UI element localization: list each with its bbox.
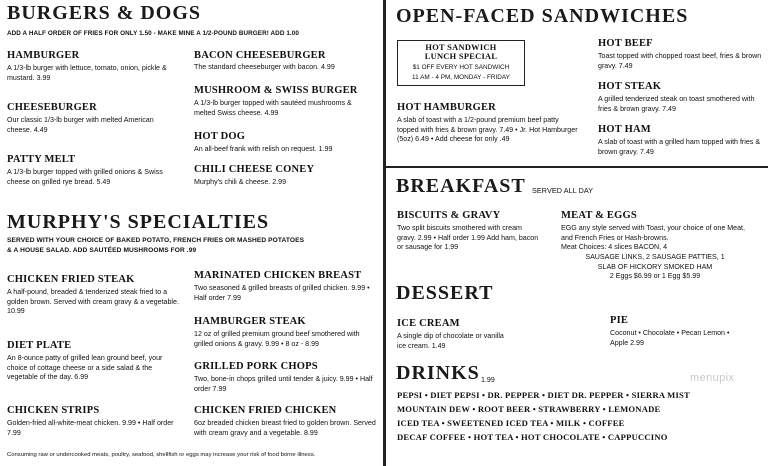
item-name: MARINATED CHICKEN BREAST	[194, 270, 362, 281]
menu-item-meat-eggs	[561, 210, 749, 282]
special-title-1: HOT SANDWICH	[425, 43, 497, 52]
item-name: PIE	[610, 315, 629, 326]
menu-item-biscuits-gravy	[397, 210, 542, 253]
menu-item-cheeseburger	[7, 102, 177, 135]
menu-item-diet-plate	[7, 340, 181, 383]
item-name: GRILLED PORK CHOPS	[194, 361, 318, 372]
item-desc: A 1/3-lb burger topped with grilled onions & Swiss cheese on grilled rye bread. 5.49	[7, 168, 163, 186]
menu-item-chicken-fried-chicken	[194, 405, 376, 438]
meat-choice-line: SLAB OF HICKORY SMOKED HAM	[597, 262, 713, 271]
item-desc: A single dip of chocolate or vanilla ice cream. 1.49	[397, 332, 504, 350]
section-divider	[386, 166, 768, 168]
menu-item-chicken-fried-steak	[7, 274, 179, 317]
drinks-row: ICED TEA • SWEETENED ICED TEA • MILK • COFFEE	[397, 418, 625, 428]
item-name: HOT BEEF	[598, 38, 653, 49]
drinks-row: DECAF COFFEE • HOT TEA • HOT CHOCOLATE • CAPPUCCINO	[397, 432, 668, 442]
menu-item-mushroom-swiss-burger	[194, 85, 374, 118]
item-name: MEAT & EGGS	[561, 210, 637, 221]
item-name: CHICKEN STRIPS	[7, 405, 100, 416]
sandwiches-title: OPEN-FACED SANDWICHES	[396, 5, 689, 27]
item-desc: A half-pound, breaded & tenderized steak fried to a golden brown. Served with cream gravy & a vegetable. 10.99	[7, 288, 179, 316]
menu-item-hamburger	[7, 50, 182, 83]
menu-item-hot-dog	[194, 131, 374, 155]
item-name: DIET PLATE	[7, 340, 72, 351]
lunch-special-box	[397, 40, 525, 86]
meat-choice-line: SAUSAGE LINKS, 2 SAUSAGE PATTIES, 1	[585, 252, 725, 261]
specialties-title: MURPHY'S SPECIALTIES	[7, 211, 270, 233]
drinks-row: PEPSI • DIET PEPSI • DR. PEPPER • DIET DR. PEPPER • SIERRA MIST	[397, 390, 690, 400]
item-name: PATTY MELT	[7, 154, 76, 165]
menu-item-hot-ham	[598, 124, 766, 157]
item-desc: Two split biscuits smothered with cream gravy. 2.99 • Half order 1.99 Add ham, bacon or sausage for 1.99	[397, 224, 539, 252]
meat-choice-line: Meat Choices: 4 slices BACON, 4	[561, 243, 668, 252]
item-name: CHICKEN FRIED STEAK	[7, 274, 135, 285]
item-desc: 6oz breaded chicken breast fried to golden brown. Served with cream gravy and a vegetable. 8.99	[194, 419, 376, 437]
item-name: CHICKEN FRIED CHICKEN	[194, 405, 337, 416]
item-name: HOT HAMBURGER	[397, 102, 496, 113]
special-line-2: 11 AM - 4 PM, MONDAY - FRIDAY	[412, 74, 510, 82]
item-desc: A slab of toast with a 1/2-pound premium beef patty topped with fries & brown gravy. 7.49 • Jr. Hot Hamburger (5oz) 6.49 • Add cheese for only .49	[397, 116, 578, 144]
dessert-title: DESSERT	[396, 282, 494, 304]
burgers-note: ADD A HALF ORDER OF FRIES FOR ONLY 1.50 - MAKE MINE A 1/2-POUND BURGER! ADD 1.00	[7, 30, 299, 37]
item-desc: The standard cheeseburger with bacon. 4.99	[194, 63, 335, 71]
drinks-row: MOUNTAIN DEW • ROOT BEER • STRAWBERRY • LEMONADE	[397, 404, 661, 414]
item-name: BACON CHEESEBURGER	[194, 50, 326, 61]
menu-item-hot-steak	[598, 81, 766, 114]
item-desc: A grilled tenderized steak on toast smothered with fries & brown gravy. 7.49	[598, 95, 755, 113]
menu-item-hot-hamburger	[397, 102, 579, 145]
item-name: HAMBURGER STEAK	[194, 316, 306, 327]
footer-disclaimer: Consuming raw or undercooked meats, poultry, seafood, shellfish or eggs may increase your risk of food borne illness.	[7, 452, 316, 458]
item-desc: A 1/3-lb burger with lettuce, tomato, onion, pickle & mustard. 3.99	[7, 64, 167, 82]
specialties-note: SERVED WITH YOUR CHOICE OF BAKED POTATO, FRENCH FRIES OR MASHED POTATOES & A HOUSE SALAD. ADD SAUTÉED MUSHROOMS FOR .99	[7, 237, 305, 254]
menu-item-patty-melt	[7, 154, 183, 187]
menu-item-hamburger-steak	[194, 316, 374, 349]
item-desc: Two, bone-in chops grilled until tender & juicy. 9.99 • Half order 7.99	[194, 375, 373, 393]
item-desc: 12 oz of grilled premium ground beef smothered with grilled onions & gravy. 9.99 • 8 oz - 8.99	[194, 330, 360, 348]
menu-item-marinated-chicken-breast	[194, 270, 374, 303]
menu-item-chili-cheese-coney	[194, 164, 374, 188]
item-desc: Murphy's chili & cheese. 2.99	[194, 178, 287, 186]
item-desc: A slab of toast with a grilled ham topped with fries & brown gravy. 7.49	[598, 138, 761, 156]
special-title-2: LUNCH SPECIAL	[424, 51, 498, 61]
breakfast-served: SERVED ALL DAY	[532, 186, 594, 195]
item-desc: Our classic 1/3-lb burger with melted American cheese. 4.49	[7, 116, 154, 134]
menu-item-chicken-strips	[7, 405, 179, 438]
special-line-1: $1 OFF EVERY HOT SANDWICH	[412, 63, 510, 71]
item-desc: Golden-fried all-white-meat chicken. 9.99 • Half order 7.99	[7, 419, 174, 437]
meat-price-line: 2 Eggs $6.99 or 1 Egg $5.99	[609, 272, 701, 281]
item-name: HOT STEAK	[598, 81, 662, 92]
item-name: MUSHROOM & SWISS BURGER	[194, 85, 358, 96]
drinks-title: DRINKS	[396, 362, 480, 384]
menu-item-grilled-pork-chops	[194, 361, 374, 394]
item-desc: An 8-ounce patty of grilled lean ground beef, your choice of cottage cheese or a side salad & the vegetable of the day. 6.99	[7, 354, 163, 382]
menu-item-bacon-cheeseburger	[194, 50, 374, 73]
item-desc: Two seasoned & grilled breasts of grilled chicken. 9.99 • Half order 7.99	[194, 284, 370, 302]
item-desc: Toast topped with chopped roast beef, fries & brown gravy. 7.49	[598, 52, 762, 70]
item-name: HOT DOG	[194, 131, 246, 142]
watermark-text: menupix	[690, 372, 735, 384]
item-name: BISCUITS & GRAVY	[397, 210, 501, 221]
column-divider	[383, 0, 386, 466]
menu-item-hot-beef	[598, 38, 763, 71]
item-name: ICE CREAM	[397, 318, 460, 329]
item-desc: An all-beef frank with relish on request. 1.99	[194, 145, 333, 153]
breakfast-title: BREAKFAST	[396, 175, 526, 197]
menu-item-ice-cream	[397, 318, 507, 351]
item-name: CHEESEBURGER	[7, 102, 97, 113]
burgers-title: BURGERS & DOGS	[7, 2, 202, 24]
item-desc: EGG any style served with Toast, your choice of one Meat, and French Fries or Hash-browns.	[561, 224, 746, 242]
item-name: HOT HAM	[598, 124, 651, 135]
item-desc: A 1/3-lb burger topped with sautéed mushrooms & melted Swiss cheese. 4.99	[194, 99, 352, 117]
item-desc: Coconut • Chocolate • Pecan Lemon • Apple 2.99	[610, 329, 730, 347]
menu-item-pie	[610, 315, 740, 348]
item-name: HAMBURGER	[7, 50, 80, 61]
drinks-price: 1.99	[481, 376, 495, 384]
item-name: CHILI CHEESE CONEY	[194, 164, 315, 175]
